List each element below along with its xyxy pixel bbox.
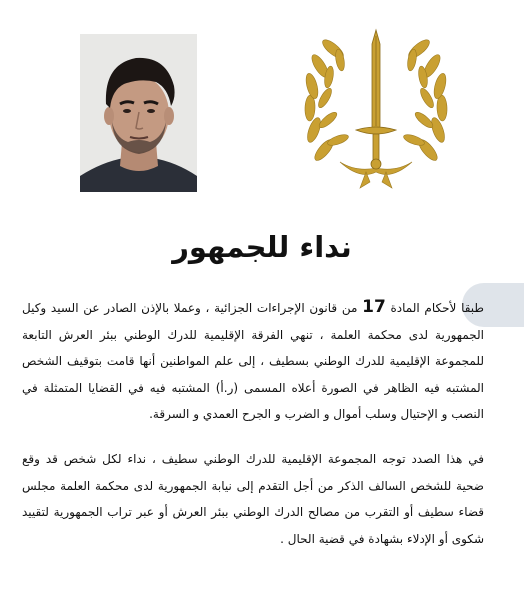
paragraph1-part2: من قانون الإجراءات الجزائية ، وعملا بالإذن الصادر عن السيد وكيل الجمهورية لدى محكمة العلمة ، تنهي الفرقة الإقليمية للدرك الوطني ببئر العرش التابعة للمجموعة الإقليمية للدرك الوطني بسطيف ، إلى علم المواطنين أنها قامت بتوقيف الشخص المشتبه فيه الظاهر في الصورة أعلاه المسمى (ر.أ) المشتبه فيه في القضايا المتمثلة في النصب و الإحتيال وسلب أموال و الضرب و الجرح العمدي و السرقة. <box>22 301 484 421</box>
article-number: 17 <box>362 297 386 317</box>
paragraph1-part1: طبقا لأحكام المادة <box>390 301 484 315</box>
page-title: نداء للجمهور <box>172 230 352 264</box>
paragraph-arrest-notice <box>22 294 484 428</box>
suspect-photo <box>80 34 197 192</box>
sword-laurel-emblem-icon <box>300 22 452 190</box>
paragraph-public-call: في هذا الصدد توجه المجموعة الإقليمية للدرك الوطني سطيف ، نداء لكل شخص قد وقع ضحية للشخص السالف الذكر من أجل التقدم إلى نيابة الجمهورية لدى محكمة العلمة مجلس قضاء سطيف أو التقرب من مصالح الدرك الوطني ببئر العرش أو عبر تراب الجمهورية لتقييد شكوى أو الإدلاء بشهادة في قضية الحال . <box>22 452 484 546</box>
